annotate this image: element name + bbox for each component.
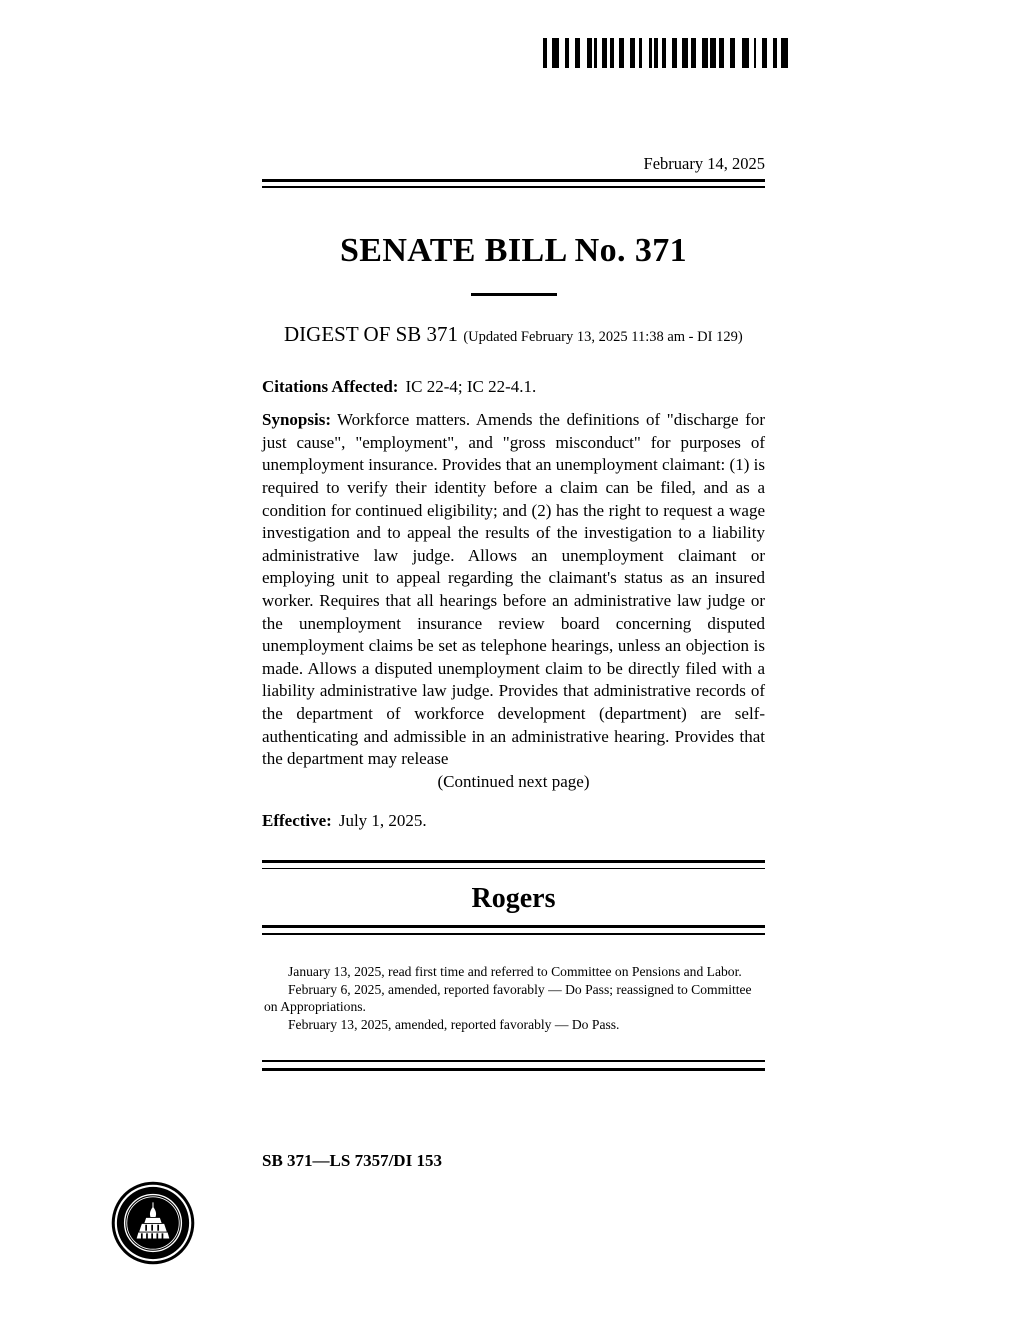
citations-label: Citations Affected: [262,376,399,396]
page-title: SENATE BILL No. 371 [339,231,688,269]
history-entry: February 6, 2025, amended, reported favorably — Do Pass; reassigned to Committee on Appropriations. [264,981,752,1015]
header-divider [262,179,765,188]
history-entry: January 13, 2025, read first time and referred to Committee on Pensions and Labor. [288,964,742,980]
synopsis-text: Workforce matters. Amends the definitions of "discharge for just cause", "employment", and "gross misconduct" for purposes of unemployment insurance. Provides that an unemployment claimant: (1) is required to verify their identity before a claim can be filed, and as a condition for continued eligibility; and (2) has the right to request a wage investigation and to appeal the results of the investigation to a liability administrative law judge. Allows an unemployment claimant or employing unit to appeal regarding the claimant's status as an insured worker. Requires that all hearings before an administrative law judge or the unemployment insurance review board concerning disputed unemployment claims be set as telephone hearings, unless an objection is made. Allows a disputed unemployment claim to be directly filed with a liability administrative law judge. Provides that administrative records of the department of workforce development (department) are self-authenticating and admissible in an administrative hearing. Provides that the department may release [262,410,765,769]
effective-label: Effective: [262,810,332,830]
effective-date [262,811,765,831]
continued-note: (Continued next page) [437,771,590,791]
title-underrule [471,293,557,296]
synopsis [262,409,765,771]
history-entry: February 13, 2025, amended, reported favorably — Do Pass. [288,1017,620,1033]
footer-bill-id: SB 371—LS 7357/DI 153 [262,1151,442,1170]
state-seal-icon [110,1180,196,1266]
citations-value: IC 22-4; IC 22-4.1. [405,376,537,396]
author-name: Rogers [471,883,556,915]
digest-updated: (Updated February 13, 2025 11:38 am - DI 129) [463,328,743,345]
legislative-history [262,963,765,1034]
digest-heading: DIGEST OF SB 371 [284,321,459,346]
citations-affected [262,377,765,397]
effective-value: July 1, 2025. [338,810,427,830]
synopsis-label: Synopsis: [262,410,331,430]
bill-sheet [262,0,765,1071]
author-block [262,860,765,936]
digest-line [262,322,765,346]
history-divider [262,1060,765,1071]
bill-date: February 14, 2025 [643,154,765,173]
